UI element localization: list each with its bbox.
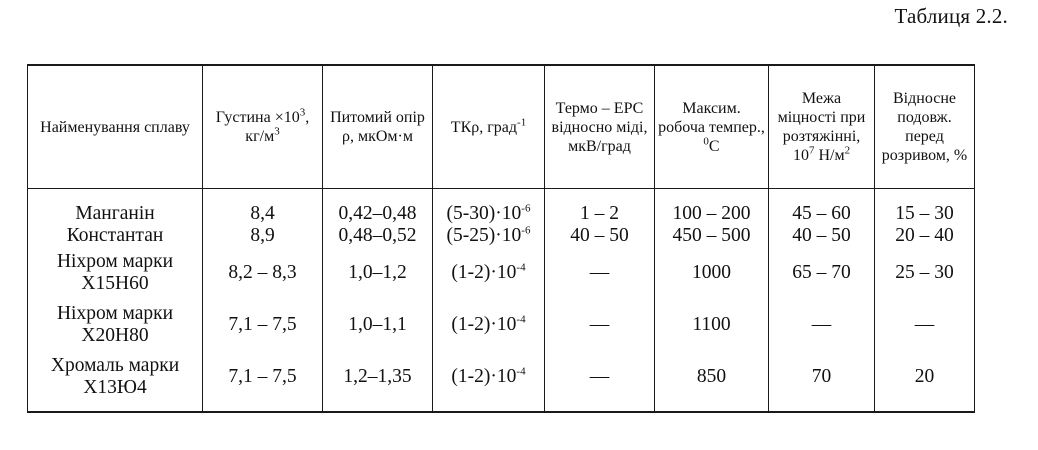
header-resistivity (323, 65, 433, 189)
table-body (28, 189, 975, 413)
cell-tensile-strength: 45 – 60 (769, 189, 875, 226)
header-max-temp-text: Максим. робоча темпер., (658, 99, 765, 136)
header-thermo-emf-text: Термо – ЕРС відносно міді, мкВ/град (551, 99, 648, 155)
header-density-unit: , кг/м (245, 109, 310, 145)
table-row (28, 299, 975, 351)
cell-density: 8,2 – 8,3 (203, 247, 323, 299)
cell-tkr (433, 189, 545, 226)
header-strength-text: Межа міцності при розтяжінні, 10 (777, 90, 866, 164)
cell-tkr-exponent: -6 (521, 224, 531, 237)
cell-alloy-name: Манганін (28, 189, 203, 226)
header-elongation (875, 65, 975, 189)
cell-alloy-name: Константан (28, 225, 203, 247)
table-row (28, 247, 975, 299)
cell-elongation: 20 (875, 351, 975, 412)
cell-tkr-base: (5-30)·10 (446, 203, 522, 224)
cell-tkr-base: (5-25)·10 (446, 225, 522, 246)
cell-resistivity: 1,0–1,2 (323, 247, 433, 299)
header-alloy-name-text: Найменування сплаву (40, 118, 190, 136)
header-density-unit-exponent: 3 (274, 125, 280, 138)
cell-tkr-base: (1-2)·10 (451, 314, 517, 335)
cell-elongation: 20 – 40 (875, 225, 975, 247)
cell-tkr (433, 225, 545, 247)
cell-resistivity: 0,42–0,48 (323, 189, 433, 226)
header-density-exponent: 3 (299, 106, 306, 119)
header-strength-exponent: 7 (808, 144, 815, 157)
cell-alloy-name: Ніхром марки Х15Н60 (28, 247, 203, 299)
header-strength-unit: Н/м (814, 147, 845, 164)
cell-resistivity: 1,0–1,1 (323, 299, 433, 351)
cell-resistivity: 0,48–0,52 (323, 225, 433, 247)
cell-tkr-base: (1-2)·10 (451, 262, 517, 283)
cell-resistivity: 1,2–1,35 (323, 351, 433, 412)
header-row (28, 65, 975, 189)
cell-thermo-emf: 1 – 2 (545, 189, 655, 226)
cell-tkr (433, 299, 545, 351)
header-max-temp (655, 65, 769, 189)
header-tkr-exponent: -1 (517, 116, 527, 129)
cell-density: 7,1 – 7,5 (203, 299, 323, 351)
table-row (28, 351, 975, 412)
header-alloy-name (28, 65, 203, 189)
cell-density: 8,4 (203, 189, 323, 226)
cell-tensile-strength: 40 – 50 (769, 225, 875, 247)
header-thermo-emf (545, 65, 655, 189)
cell-tensile-strength: 70 (769, 351, 875, 412)
cell-thermo-emf: — (545, 247, 655, 299)
cell-thermo-emf: — (545, 351, 655, 412)
cell-max-temp: 1100 (655, 299, 769, 351)
cell-max-temp: 850 (655, 351, 769, 412)
cell-tensile-strength: — (769, 299, 875, 351)
cell-density: 8,9 (203, 225, 323, 247)
header-elongation-text: Відносне подовж. перед розривом, % (881, 90, 968, 164)
header-max-temp-unit: С (708, 137, 720, 155)
cell-density: 7,1 – 7,5 (203, 351, 323, 412)
cell-elongation: 15 – 30 (875, 189, 975, 226)
cell-max-temp: 100 – 200 (655, 189, 769, 226)
cell-tkr (433, 247, 545, 299)
header-density-text: Густина ×10 (215, 109, 300, 126)
header-density (203, 65, 323, 189)
cell-tkr-exponent: -6 (521, 202, 531, 215)
cell-tkr-exponent: -4 (516, 365, 526, 378)
cell-tkr-exponent: -4 (516, 313, 526, 326)
cell-tkr (433, 351, 545, 412)
table-caption: Таблиця 2.2. (894, 4, 1008, 28)
header-tkr-text: ТКρ, град (450, 118, 518, 136)
header-tkr (433, 65, 545, 189)
cell-tkr-exponent: -4 (516, 261, 526, 274)
cell-elongation: — (875, 299, 975, 351)
table-header (28, 65, 975, 189)
header-strength-unit-exponent: 2 (844, 144, 851, 157)
alloy-properties-table (27, 64, 975, 413)
table-row (28, 189, 975, 226)
cell-max-temp: 450 – 500 (655, 225, 769, 247)
cell-elongation: 25 – 30 (875, 247, 975, 299)
header-max-temp-degree: 0 (703, 135, 709, 148)
cell-alloy-name: Хромаль марки Х13Ю4 (28, 351, 203, 412)
cell-tensile-strength: 65 – 70 (769, 247, 875, 299)
header-resistivity-text: Питомий опір ρ, мкОм·м (330, 109, 425, 145)
cell-alloy-name: Ніхром марки Х20Н80 (28, 299, 203, 351)
cell-tkr-base: (1-2)·10 (451, 366, 517, 387)
header-tensile-strength (769, 65, 875, 189)
table-row (28, 225, 975, 247)
cell-thermo-emf: 40 – 50 (545, 225, 655, 247)
cell-thermo-emf: — (545, 299, 655, 351)
cell-max-temp: 1000 (655, 247, 769, 299)
alloy-properties-table-wrapper (27, 64, 974, 413)
